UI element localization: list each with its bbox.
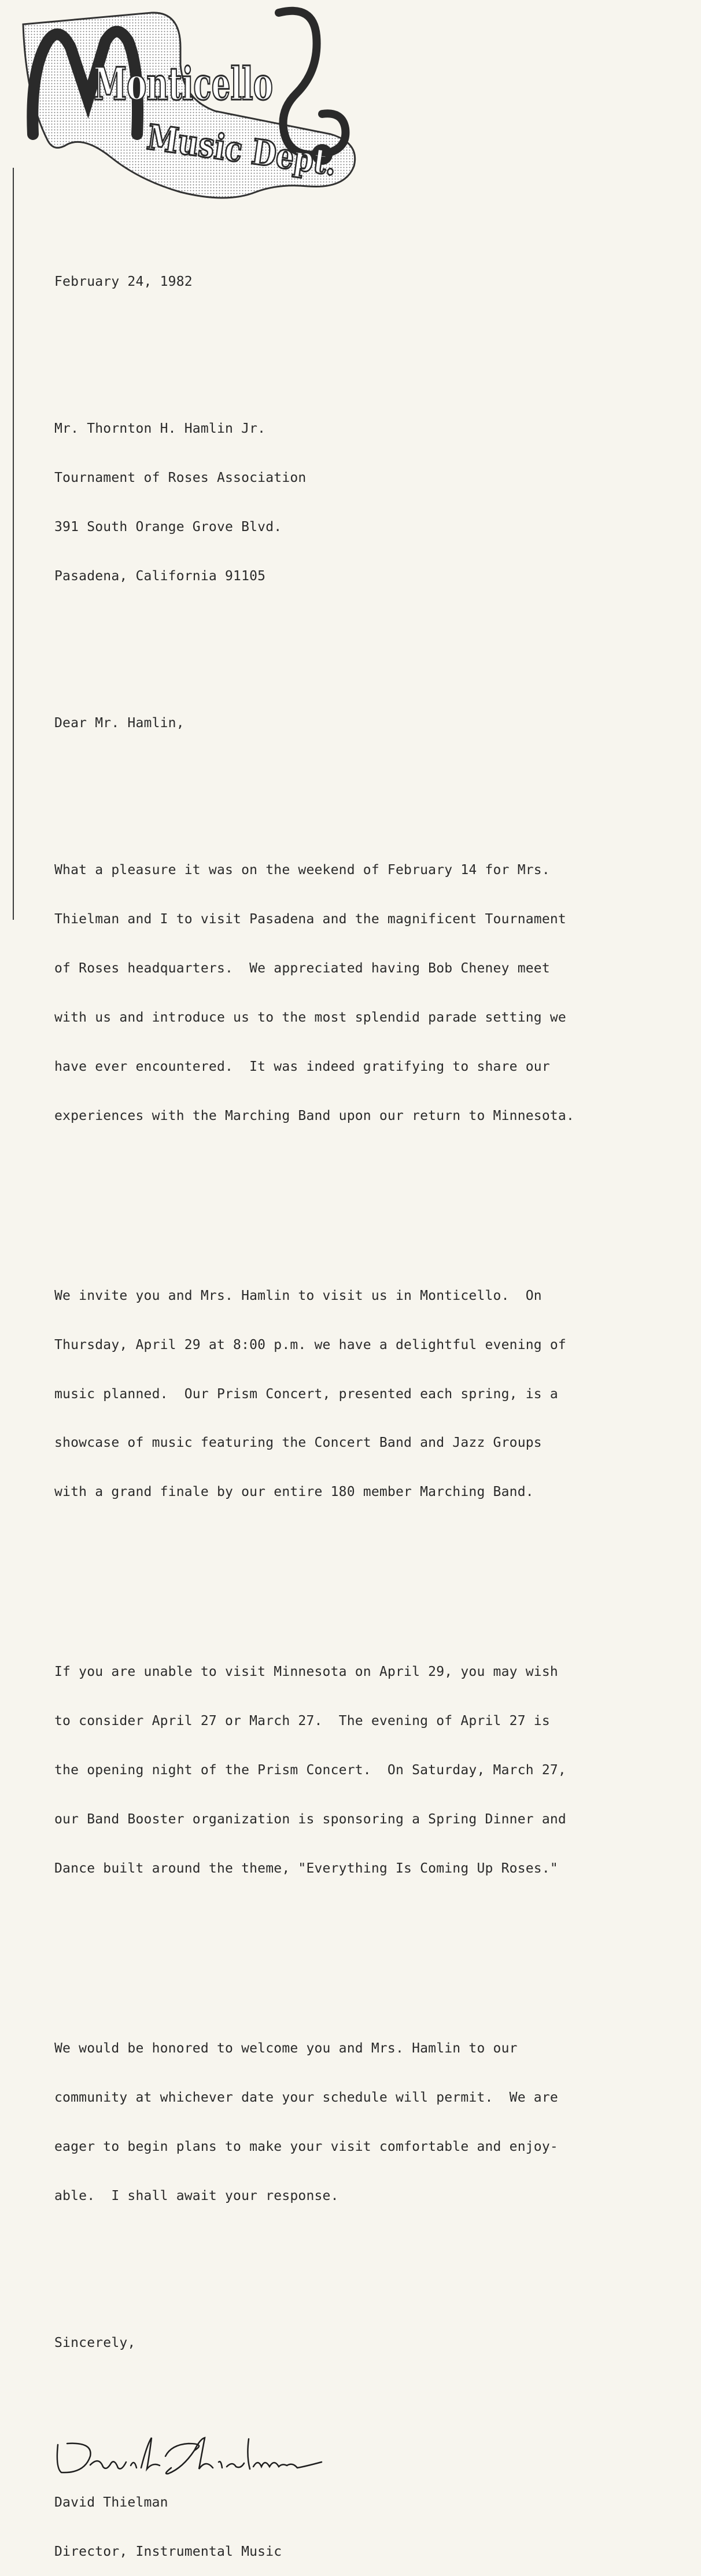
paragraph-line: with us and introduce us to the most splendid parade setting we <box>54 1010 566 1026</box>
paragraph-line: What a pleasure it was on the weekend of February 14 for Mrs. <box>54 863 550 878</box>
recipient-line: Tournament of Roses Association <box>54 470 307 485</box>
recipient-address <box>54 388 691 617</box>
paragraph-line: community at whichever date your schedule will permit. We are <box>54 2089 558 2105</box>
recipient-line: 391 South Orange Grove Blvd. <box>54 519 282 535</box>
signer-name: David Thielman <box>54 2495 168 2510</box>
paragraph-line: with a grand finale by our entire 180 member Marching Band. <box>54 1484 534 1500</box>
recipient-line: Pasadena, California 91105 <box>54 568 266 584</box>
paragraph-line: Thielman and I to visit Pasadena and the magnificent Tournament <box>54 912 566 927</box>
paragraph-line: We would be honored to welcome you and Mrs. Hamlin to our <box>54 2040 518 2056</box>
paragraph-line: able. I shall await your response. <box>54 2188 339 2203</box>
paragraph-2 <box>54 1255 691 1533</box>
signature-first-name <box>57 2438 160 2472</box>
paragraph-line: of Roses headquarters. We appreciated having Bob Cheney meet <box>54 961 550 976</box>
handwritten-signature <box>50 2400 350 2445</box>
letter-date: February 24, 1982 <box>54 274 193 289</box>
paragraph-line: We invite you and Mrs. Hamlin to visit us in Monticello. On <box>54 1288 542 1303</box>
letter-body <box>54 241 691 2576</box>
paragraph-3 <box>54 1631 691 1910</box>
paragraph-line: have ever encountered. It was indeed gratifying to share our <box>54 1059 550 1074</box>
signature-last-name <box>165 2438 322 2474</box>
closing: Sincerely, <box>54 2335 136 2350</box>
salutation: Dear Mr. Hamlin, <box>54 716 185 731</box>
letterhead-line2: Music Dept. <box>144 117 382 190</box>
paragraph-line: Dance built around the theme, "Everything Is Coming Up Roses." <box>54 1860 558 1876</box>
paragraph-line: music planned. Our Prism Concert, presented each spring, is a <box>54 1386 558 1402</box>
paragraph-line: If you are unable to visit Minnesota on April 29, you may wish <box>54 1664 558 1680</box>
letterhead-line1: Monticello <box>94 58 273 110</box>
page-edge-line <box>13 168 14 920</box>
paragraph-line: showcase of music featuring the Concert Band and Jazz Groups <box>54 1435 542 1451</box>
paragraph-4 <box>54 2007 691 2236</box>
recipient-line: Mr. Thornton H. Hamlin Jr. <box>54 421 266 436</box>
paragraph-line: eager to begin plans to make your visit comfortable and enjoy- <box>54 2139 558 2154</box>
paragraph-line: the opening night of the Prism Concert. On Saturday, March 27, <box>54 1763 566 1778</box>
letterhead-logo <box>7 1 382 209</box>
paragraph-line: our Band Booster organization is sponsoring a Spring Dinner and <box>54 1812 566 1827</box>
paragraph-1 <box>54 830 691 1157</box>
paragraph-line: to consider April 27 or March 27. The evening of April 27 is <box>54 1713 550 1729</box>
paragraph-line: experiences with the Marching Band upon our return to Minnesota. <box>54 1108 575 1123</box>
paragraph-line: Thursday, April 29 at 8:00 p.m. we have a delightful evening of <box>54 1337 566 1353</box>
signer-title: Director, Instrumental Music <box>54 2544 282 2559</box>
